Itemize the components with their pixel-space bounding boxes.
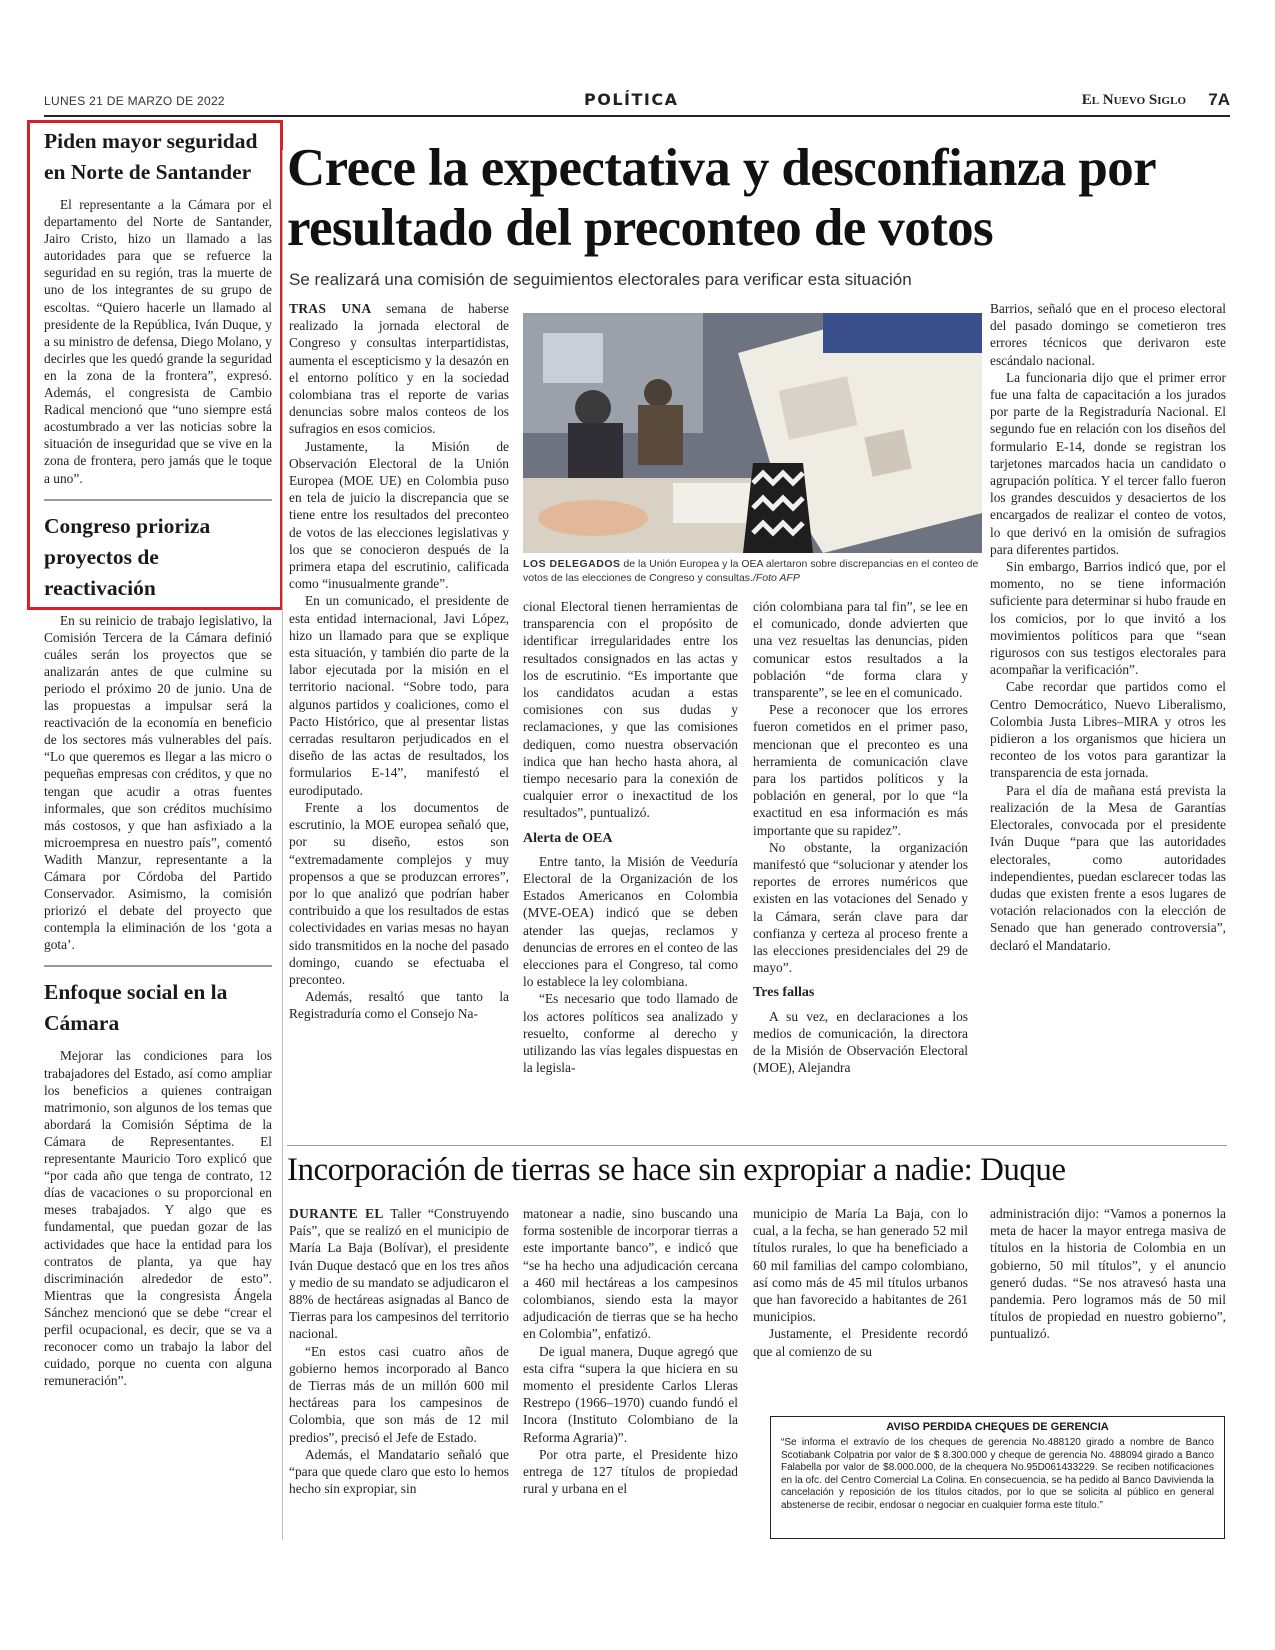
lead-words: DURANTE EL: [289, 1206, 384, 1221]
ballot-photo-illustration: [523, 313, 982, 553]
second-column-1: [289, 1205, 509, 1497]
newspaper-name: El Nuevo Siglo: [1081, 92, 1186, 108]
lead-paragraph: [289, 1205, 509, 1343]
paragraph: Además, el Mandatario señaló que “para que quede claro que esto lo hemos hecho sin expropiar, sin: [289, 1446, 509, 1497]
sidebar-article-body: El representante a la Cámara por el departamento del Norte de Santander, Jairo Cristo, hizo un llamado a las autoridades para que se refuerce la seguridad en su región, tras la muerte de uno de los integrantes de su grupo de escoltas. “Quiero hacerle un llamado al presidente de la República, Iván Duque, y a su ministro de defensa, Diego Molano, y decirles que les quedó grande la seguridad en la zona de la frontera”, expresó. Además, el congresista de Cambio Radical mencionó que “uno siempre está acostumbrado a ver las noticias sobre la situación de inseguridad que se vive en la zona de frontera, pero jamás que le toque a uno”.: [44, 197, 272, 486]
paragraph: Para el día de mañana está prevista la realización de la Mesa de Garantías Electorales, convocada por el presidente Iván Duque “para que las autoridades electorales, como autoridades independientes, puedan esclarecer todas las dudas que existen frente a esos lugares de votación relacionados con la elección de Senado que han generado controversia”, declaró el Mandatario.: [990, 782, 1226, 953]
main-column-4: [990, 300, 1226, 954]
second-column-3: [753, 1205, 968, 1360]
paragraph: “En estos casi cuatro años de gobierno hemos incorporado al Banco de Tierras más de un millón 600 mil hectáreas para los campesinos de Colombia, que son más de 12 mil predios”, precisó el Jefe de Estado.: [289, 1343, 509, 1445]
paragraph: Frente a los documentos de escrutinio, la MOE europea señaló que, por su diseño, estos son “extremadamente complejos y muy propensos a que se produzcan errores”, por lo que analizó que podrían haber contribuido a que los resultados de estas colectividades en varias mesas no hayan sido transmitidos en la noche del pasado domingo, cuando se efectuaba el preconteo.: [289, 799, 509, 987]
lead-words: TRAS UNA: [289, 301, 372, 316]
paragraph: ción colombiana para tal fin”, se lee en el comunicado, donde advierten que una vez resueltas las denuncias, piden comunicar estos resultados a la población “de forma clara y transparente”, se lee en el comunicado.: [753, 599, 968, 701]
main-subheadline: Se realizará una comisión de seguimientos electorales para verificar esta situación: [289, 270, 912, 289]
paragraph: Justamente, el Presidente recordó que al comienzo de su: [753, 1326, 968, 1359]
sidebar-article-reactivation: [44, 511, 272, 954]
paragraph: matonear a nadie, sino buscando una forma sostenible de incorporar tierras a este importante banco”, e indicó que “se ha hecho una adjudicación cercana a 460 mil hectáreas a los campesinos colombianos, siendo esta la mayor adjudicación de tierras que se ha hecho en Colombia”, enfatizó.: [523, 1206, 738, 1342]
paragraph: Por otra parte, el Presidente hizo entrega de 127 títulos de propiedad rural y urbana en el: [523, 1446, 738, 1497]
sidebar-article-body: Mejorar las condiciones para los trabajadores del Estado, así como ampliar los beneficios a quienes contraigan matrimonio, son algunos de los temas que abordará la Comisión Séptima de la Cámara de Representantes. El representante Mauricio Toro explicó que “por cada año que tenga de contrato, 12 días de vacaciones o su proporcional en meses trabajados. Y algo que es fundamental, que puedan gozar de las actividades que hace la entidad para los contratos de planta, ya que hay discriminación alrededor de esto”. Mientras que la congresista Ángela Sánchez mencionó que se debe “crear el perfil ocupacional, es decir, que se va a reconocer como un trabajo la labor del cuidado, porque no cuenta con alguna remuneración”.: [44, 1048, 272, 1389]
second-headline: Incorporación de tierras se hace sin expropiar a nadie: Duque: [287, 1152, 1066, 1188]
ballot-photo: [523, 313, 982, 553]
paragraph: municipio de María La Baja, con lo cual, a la fecha, se han generado 52 mil títulos rurales, lo que ha beneficiado a 60 mil familias del campo colombiano, así como más de 45 mil títulos urbanos que han favorecido a habitantes de 261 municipios.: [753, 1206, 968, 1325]
photo-credit: /Foto AFP: [752, 572, 800, 584]
sidebar-article-security: [44, 126, 272, 487]
paragraph: Cabe recordar que partidos como el Centro Democrático, Nuevo Liberalismo, Colombia Justa Libres–MIRA y otros les pidieron a los organismos que hiciera un reconteo de los votos para garantizar la transparencia de esta jornada.: [990, 679, 1226, 781]
issue-date: LUNES 21 DE MARZO DE 2022: [44, 94, 225, 108]
paragraph: “Es necesario que todo llamado de los actores políticos sea analizado y resuelto, conforme al derecho y utilizando las vías legales dispuestas en la legisla-: [523, 991, 738, 1076]
sidebar-article-title: Enfoque social en la Cámara: [44, 980, 228, 1036]
article-divider: [287, 1145, 1227, 1146]
notice-body: “Se informa el extravío de los cheques de gerencia No.488120 girado a nombre de Banco Scotiabank Colpatria por valor de $ 8.300.000 y cheque de gerencia No. 488094 girado a Banco Falabella por valor de $8.000.000, de la chequera No.95D061433229. Se reciben notificaciones en la ofc. del Centro Comercial La Colina. En consecuencia, se ha pedido al Banco Davivienda la cancelación y reposición de los títulos citados, por lo que se solicita al público en general abstenerse de recibir, endosar o negociar en cualquier forma este título.”: [781, 1437, 1214, 1511]
paragraph: La funcionaria dijo que el primer error fue una falta de capacitación a los jurados por parte de la Registraduría Nacional. El segundo fue en relación con los diseños del formulario E-14, donde se registran los tarjetones marcados hacia un candidato o agrupación política. Y el tercer fallo fueron los grandes descuidos y desaciertos de los encargados de realizar el conteo de votos, lo que derivó en la omisión de sufragios para diferentes partidos.: [990, 369, 1226, 557]
paragraph: No obstante, la organización manifestó que “solucionar y atender los reportes de errores numéricos que existen en las votaciones del Senado y la Cámara, serán clave para dar confianza y certeza al proceso frente a las elecciones presidenciales del 29 de mayo”.: [753, 839, 968, 976]
sidebar-article-title: Piden mayor seguridad en Norte de Santander: [44, 129, 258, 184]
paragraph: De igual manera, Duque agregó que esta cifra “supera la que hiciera en su momento el presidente Carlos Lleras Restrepo (1966–1970) cuando fundó el Incora (Instituto Colombiano de la Reforma Agraria)”.: [523, 1343, 738, 1445]
sidebar-article-title: Congreso prioriza proyectos de reactivación: [44, 513, 211, 600]
notice-title: AVISO PERDIDA CHEQUES DE GERENCIA: [886, 1421, 1109, 1433]
page-number: 7A: [1208, 90, 1230, 109]
section-subhead: Alerta de OEA: [523, 830, 613, 846]
paragraph: administración dijo: “Vamos a ponernos la meta de hacer la mayor entrega masiva de títulos en la historia de Colombia en un gobierno, 50 mil títulos”, y el anuncio generó dudas. “Se nos atravesó hasta una pandemia. Pero logramos más de 50 mil títulos de propiedad en nuestro gobierno”, puntualizó.: [990, 1206, 1226, 1342]
paragraph: A su vez, en declaraciones a los medios de comunicación, la directora de la Misión de Observación Electoral (MOE), Alejandra: [753, 1008, 968, 1076]
lead-paragraph: [289, 300, 509, 438]
lost-cheques-notice: [770, 1416, 1225, 1539]
second-column-2: [523, 1205, 738, 1497]
main-headline: Crece la expectativa y desconfianza por resultado del preconteo de votos: [287, 139, 1156, 257]
paragraph: Barrios, señaló que en el proceso electoral del pasado domingo se cometieron tres errores técnicos que derivaron este escándalo nacional.: [990, 301, 1226, 368]
sidebar-divider: [44, 965, 272, 967]
sidebar-divider: [44, 499, 272, 501]
paragraph: En un comunicado, el presidente de esta entidad internacional, Javi López, hizo un llamado para que se explique esta situación, y también dio parte de la labor ejecutada por la misión en el territorio nacional. “Sobre todo, para algunos partidos y coaliciones, como el Pacto Histórico, que al presentar listas cerradas resultaron perjudicados en el diseño de las actas de resultados, los formularios E-14”, manifestó el eurodiputado.: [289, 593, 509, 798]
paragraph: Sin embargo, Barrios indicó que, por el momento, no se tiene información suficiente para determinar si hubo fraude en los comicios, por lo que invitó a los movimientos políticos para que “sean rigurosos con sus testigos electorales para acompañar la verificación”.: [990, 559, 1226, 678]
paragraph: Entre tanto, la Misión de Veeduría Electoral de la Organización de los Estados Americanos en Colombia (MVE-OEA) indicó que se deben atender las quejas, reclamos y denuncias de errores en el conteo de las elecciones para el Congreso, tal como lo establece la ley colombiana.: [523, 853, 738, 990]
masthead: [44, 90, 1230, 114]
paragraph: Justamente, la Misión de Observación Electoral de la Unión Europea (MOE UE) en Colombia puso en tela de juicio la discrepancia que se tiene entre los resultados del preconteo de votos de las elecciones legislativas y los que se conocieron después de la primera etapa del escrutinio, calificada como “inusualmente grande”.: [289, 438, 509, 592]
caption-lead: LOS DELEGADOS: [523, 558, 621, 570]
main-column-3: [753, 598, 968, 1076]
section-name: POLÍTICA: [584, 90, 679, 109]
sidebar: [44, 126, 272, 1399]
masthead-rule: [44, 115, 1230, 117]
paragraph: cional Electoral tienen herramientas de transparencia con el propósito de identificar irregularidades entre los resultados consignados en las actas y los de escrutinio. “Es importante que los candidatos acudan a estas comisiones con sus dudas y reclamaciones, y que las comisiones dediquen, como nuestra observación indica que han hecho hasta ahora, al tiempo necesario para la conexión de cualquier error o inexactitud de los resultados”, puntualizó.: [523, 599, 738, 821]
sidebar-article-body: En su reinicio de trabajo legislativo, la Comisión Tercera de la Cámara definió cuáles serán los proyectos que se analizarán antes de que culmine su periodo el próximo 20 de junio. Una de las propuestas a impulsar será la reactivación de la economía en beneficio de los sectores más vulnerables del país. “Lo que queremos es llegar a las micro o pequeñas empresas con créditos, y que no tengan que acudir a otras fuentes informales, que son créditos muchísimo más costosos, y que han asfixiado a la microempresa en nuestro país”, comentó Wadith Manzur, representante a la Cámara por Córdoba del Partido Conservador. Asimismo, la comisión priorizó el debate del proyecto que contempla la eliminación de los ‘gota a gota’.: [44, 612, 272, 953]
paragraph: Pese a reconocer que los errores fueron cometidos en el primer paso, mencionan que el preconteo es una herramienta de comunicación clave para los partidos políticos y la población en general, por lo que “la exactitud en esa información es más importante que su rapidez”.: [753, 702, 968, 838]
main-column-1: [289, 300, 509, 1023]
lead-text: semana de haberse realizado la jornada electoral de Congreso y consultas interpartidistas, aumenta el escepticismo y la desazón en el entorno político y en la sociedad colombiana tras el reporte de varias denuncias sobre malos conteos de los sufragios en esos comicios.: [289, 301, 509, 437]
main-column-2: [523, 598, 738, 1076]
section-subhead: Tres fallas: [753, 985, 815, 1001]
caption-text: de la Unión Europea y la OEA alertaron sobre discrepancias en el conteo de votos de las elecciones de Congreso y consultas.: [523, 558, 979, 584]
photo-caption: [523, 557, 982, 585]
sidebar-article-social: [44, 977, 272, 1389]
paragraph: Además, resaltó que tanto la Registraduría como el Consejo Na-: [289, 989, 509, 1022]
second-column-4: [990, 1205, 1226, 1343]
column-rule: [282, 150, 283, 1540]
lead-text: Taller “Construyendo País”, que se realizó en el municipio de María La Baja (Bolívar), el presidente Iván Duque destacó que en los tres años y medio de su mandato se adjudicaron el 88% de hectáreas asignadas al Banco de Tierras para los campesinos del territorio nacional.: [289, 1206, 509, 1342]
